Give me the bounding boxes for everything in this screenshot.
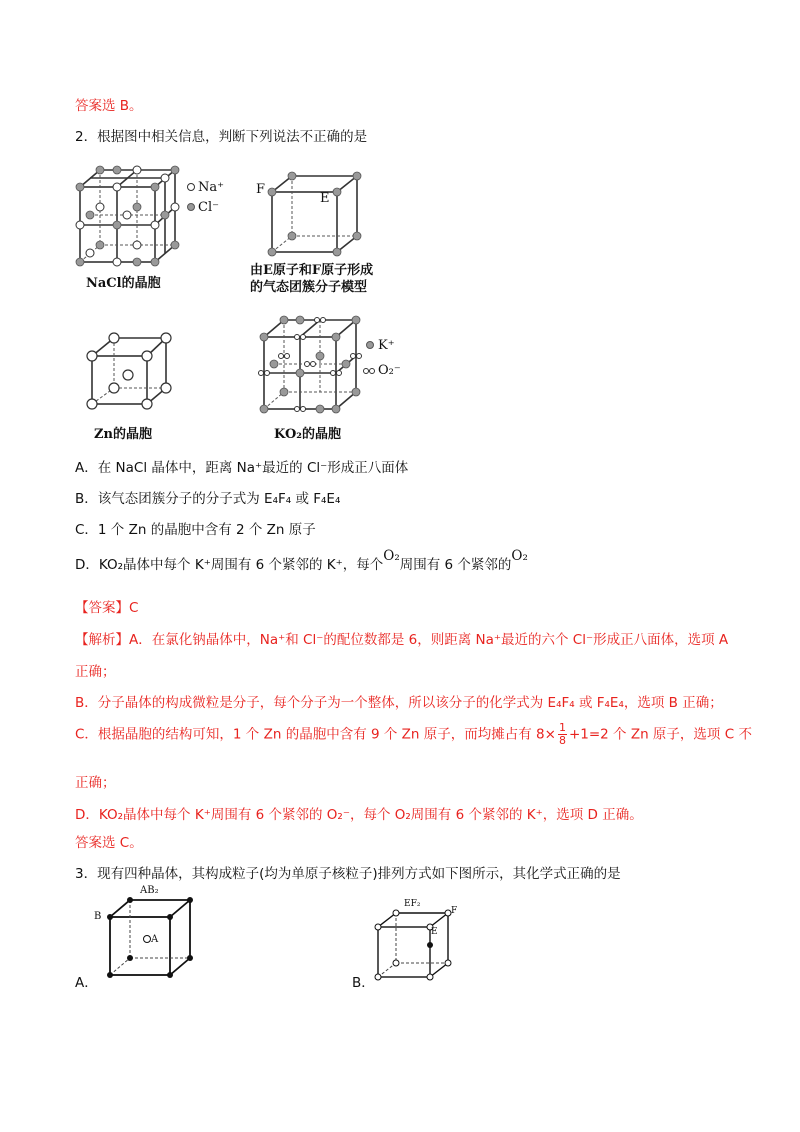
fraction-numerator: 1	[558, 721, 566, 734]
q3-b-label-e: E	[431, 927, 438, 937]
q2-option-d-part1: D．KO₂晶体中每个 K⁺周围有 6 个紧邻的 K⁺，每个	[75, 557, 384, 573]
q3-figure-a	[105, 895, 195, 980]
analysis-a-text: A．在氯化钠晶体中，Na⁺和 Cl⁻的配位数都是 6，则距离 Na⁺最近的六个 Cl⁻形成正八面体，选项 A	[129, 632, 729, 648]
q3-option-a: A．	[75, 975, 98, 991]
q2-analysis-b: B．分子晶体的构成微粒是分子，每个分子为一个整体，所以该分子的化学式为 E₄F₄ 或 F₄E₄，选项 B 正确；	[75, 695, 723, 711]
q2-option-b: B．该气态团簇分子的分子式为 E₄F₄ 或 F₄E₄	[75, 491, 341, 507]
analysis-label: 【解析】	[75, 632, 129, 648]
q2-analysis-a	[75, 631, 728, 649]
ko2-caption: KO₂的晶胞	[274, 427, 341, 442]
ef-label-e: E	[320, 191, 330, 206]
zn-caption: Zn的晶胞	[94, 427, 152, 442]
fraction-denominator: 8	[558, 734, 566, 747]
q3-a-title: AB₂	[140, 885, 159, 896]
q2-answer: 【答案】C	[75, 600, 139, 616]
q2-option-d-part2: 周围有 6 个紧邻的	[399, 557, 512, 573]
ko2-legend-k: K⁺	[378, 338, 395, 353]
q2-option-c: C．1 个 Zn 的晶胞中含有 2 个 Zn 原子	[75, 522, 316, 538]
ko2-legend-o2: O₂⁻	[378, 363, 401, 378]
nacl-legend-na: Na⁺	[198, 180, 224, 195]
q2-option-d-o2-second: O₂	[511, 548, 528, 564]
nacl-legend-cl: Cl⁻	[198, 200, 219, 215]
question-3-stem: 3．现有四种晶体，其构成粒子(均为单原子核粒子)排列方式如下图所示，其化学式正确的是	[75, 866, 621, 882]
nacl-cell-figure	[75, 165, 215, 265]
analysis-c-part1: C．根据晶胞的结构可知，1 个 Zn 的晶胞中含有 9 个 Zn 原子，而均摊占有 8×	[75, 726, 556, 743]
q2-option-d	[75, 548, 528, 574]
q2-conclusion: 答案选 C。	[75, 835, 143, 851]
analysis-c-fraction	[558, 722, 567, 747]
q3-option-b: B．	[352, 975, 375, 991]
q2-analysis-d: D．KO₂晶体中每个 K⁺周围有 6 个紧邻的 O₂⁻，每个 O₂周围有 6 个紧邻的 K⁺，选项 D 正确。	[75, 807, 643, 823]
q3-a-label-a: A	[151, 934, 159, 945]
ef-cluster-figure	[264, 170, 374, 260]
ef-caption-2: 的气态团簇分子模型	[250, 280, 368, 295]
q2-analysis-c	[75, 722, 752, 747]
ko2-cell-figure	[258, 315, 398, 415]
previous-answer: 答案选 B。	[75, 98, 143, 114]
q3-figure-b	[370, 905, 460, 990]
zn-cell-figure	[86, 330, 176, 410]
q2-option-d-o2-first: O₂	[383, 548, 400, 564]
q3-b-title: EF₂	[404, 899, 421, 909]
ef-caption-1: 由E原子和F原子形成	[250, 263, 374, 278]
q3-a-label-b: B	[94, 911, 102, 922]
q2-analysis-c-cont: 正确；	[75, 775, 116, 791]
q2-option-a: A．在 NaCl 晶体中，距离 Na⁺最近的 Cl⁻形成正八面体	[75, 460, 409, 476]
ef-label-f: F	[256, 182, 266, 197]
q3-b-label-f: F	[451, 906, 458, 916]
question-2-stem: 2．根据图中相关信息，判断下列说法不正确的是	[75, 129, 368, 145]
analysis-c-part2: +1=2 个 Zn 原子，选项 C 不	[568, 726, 752, 743]
nacl-caption: NaCl的晶胞	[86, 276, 161, 291]
q2-analysis-a-cont: 正确；	[75, 664, 116, 680]
